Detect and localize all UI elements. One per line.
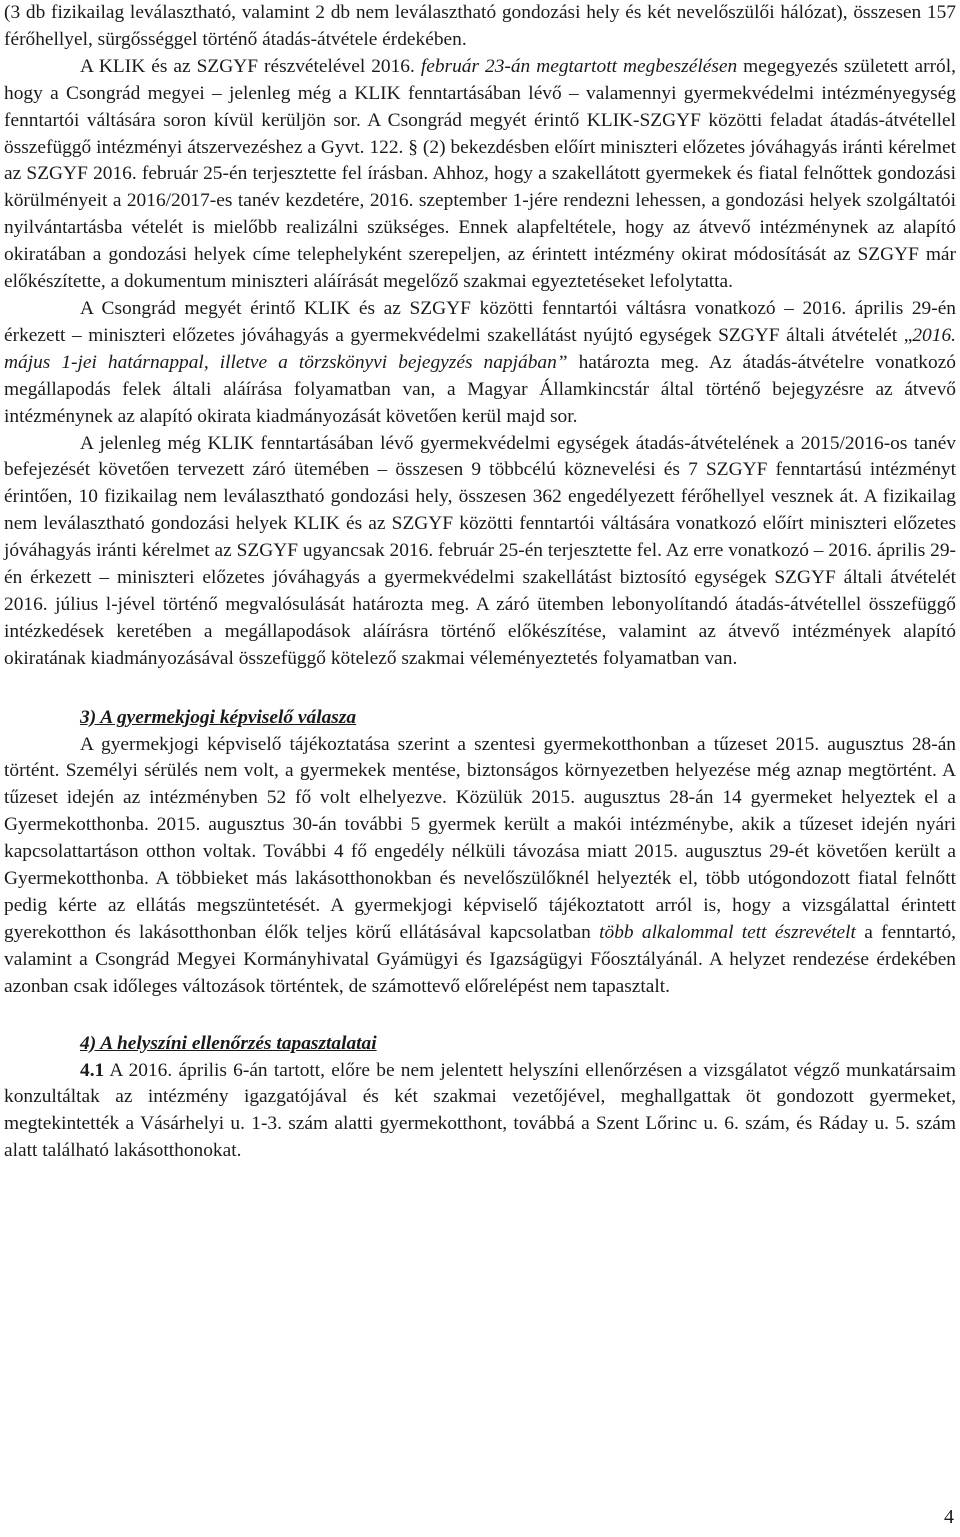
subsection-number: 4.1: [80, 1059, 105, 1081]
section-heading-3: 3) A gyermekjogi képviselő válasza: [80, 706, 357, 728]
section-spacer: [4, 1001, 956, 1031]
paragraph-ministerial-approval: A Csongrád megyét érintő KLIK és az SZGYF közötti fenntartói váltásra vonatkozó – 2016. április 29-én érkezett – miniszteri előzetes jóváhagyás a gyermekvédelmi szakellátást nyújtó egységek SZGYF általi átvételét „2016. május 1-jei határnappal, illetve a törzskönyvi bejegyzés napjában” határozta meg. Az átadás-átvételre vonatkozó megállapodás felek általi aláírása folyamatban van, a Magyar Államkincstár által történő bejegyzésre az átvevő intézménynek az alapító okirata kiadmányozását követően kerül majd sor.: [4, 297, 956, 427]
paragraph-klik-szgyf-meeting: A KLIK és az SZGYF részvételével 2016. február 23-án megtartott megbeszélésen megegyezés született arról, hogy a Csongrád megyei – jelenleg még a KLIK fenntartásában lévő – valamennyi gyermekvédelmi intézményegység fenntartói váltására soron kívül kerüljön sor. A Csongrád megyét érintő KLIK-SZGYF közötti feladat átadás-átvétellel összefüggő intézményi átszervezéshez a Gyvt. 122. § (2) bekezdésben előírt miniszteri előzetes jóváhagyás iránti kérelmet az SZGYF 2016. február 25-én terjesztette fel írásban. Ahhoz, hogy a szakellátott gyermekek és fiatal felnőttek gondozási körülményeit a 2016/2017-es tanév kezdetére, 2016. szeptember 1-jére rendezni lehessen, a gondozási helyek szolgáltatói nyilvántartásba vételét is mielőbb realizálni szükséges. Ennek alapfeltétele, hogy az átvevő intézménynek az alapító okiratában a gondozási helyek címe telephelyként szerepeljen, az érintett intézmény okirat módosítását az SZGYF már előkészítette, a dokumentum miniszteri aláírását megelőző szakmai egyeztetéseket lefolytatta.: [4, 55, 956, 293]
paragraph-site-inspection: 4.1 A 2016. április 6-án tartott, előre be nem jelentett helyszíni ellenőrzésen a vizsgálatot végző munkatársaim konzultáltak az intézmény igazgatójával és két szakmai vezetőjével, meghallgattak öt gondozott gyermeket, megtekintették a Vásárhelyi u. 1-3. szám alatti gyermekotthont, továbbá a Szent Lőrinc u. 6. szám, és Ráday u. 5. szám alatt található lakásotthonokat.: [4, 1059, 956, 1162]
section-spacer: [4, 673, 956, 705]
paragraph-continuation: (3 db fizikailag leválasztható, valamint 2 db nem leválasztható gondozási hely és két nevelőszülői hálózat), összesen 157 férőhellyel, sürgősséggel történő átadás-átvétele érdekében.: [4, 2, 956, 50]
section-heading-4: 4) A helyszíni ellenőrzés tapasztalatai: [80, 1032, 377, 1054]
paragraph-closing-phase: A jelenleg még KLIK fenntartásában lévő gyermekvédelmi egységek átadás-átvételének a 2015/2016-os tanév befejezését követően tervezett záró ütemében – összesen 9 többcélú köznevelési és 7 SZGYF fenntartású intézményt érintően, 10 fizikailag nem leválasztható gondozási hely, összesen 362 engedélyezett férőhellyel vesznek át. A fizikailag nem leválasztható gondozási helyek KLIK és az SZGYF közötti fenntartói váltására vonatkozó előírt miniszteri előzetes jóváhagyás iránti kérelmet az SZGYF ugyancsak 2016. február 25-én terjesztette fel. Az erre vonatkozó – 2016. április 29-én érkezett – miniszteri előzetes jóváhagyás a gyermekvédelmi szakellátást biztosító egységek SZGYF általi átvételét 2016. július l-jével történő megvalósulását határozta meg. A záró ütemben lebonyolítandó átadás-átvétellel összefüggő intézkedések keretében a megállapodások aláírásra történő előkészítése, valamint az átvevő intézmények alapító okiratának kiadmányozásával összefüggő kötelező szakmai véleményeztetés folyamatban van.: [4, 432, 956, 669]
document-page: [4, 0, 956, 1165]
paragraph-child-rights-response: A gyermekjogi képviselő tájékoztatása szerint a szentesi gyermekotthonban a tűzeset 2015. augusztus 28-án történt. Személyi sérülés nem volt, a gyermekek mentése, biztonságos környezetben helyezése még aznap megtörtént. A tűzeset idején az intézményben 52 fő volt elhelyezve. Közülük 2015. augusztus 28-án 14 gyermeket helyeztek el a Gyermekotthonba. 2015. augusztus 30-án további 5 gyermek került a makói intézménybe, akik a tűzeset idején nyári kapcsolattartáson otthon voltak. További 4 fő engedély nélküli távozása miatt 2015. augusztus 29-ét követően került a Gyermekotthonba. A többieket más lakásotthonokban és nevelőszülőknél helyezték el, több utógondozott fiatal felnőtt pedig kérte az ellátás megszüntetését. A gyermekjogi képviselő tájékoztatott arról is, hogy a vizsgálattal érintett gyerekotthon és lakásotthonban élők teljes körű ellátásával kapcsolatban több alkalommal tett észrevételt a fenntartó, valamint a Csongrád Megyei Kormányhivatal Gyámügyi és Igazságügyi Főosztályánál. A helyzet rendezése érdekében azonban csak időleges változások történtek, de számottevő előrelépést nem tapasztalt.: [4, 733, 956, 997]
page-number: 4: [944, 1506, 954, 1528]
